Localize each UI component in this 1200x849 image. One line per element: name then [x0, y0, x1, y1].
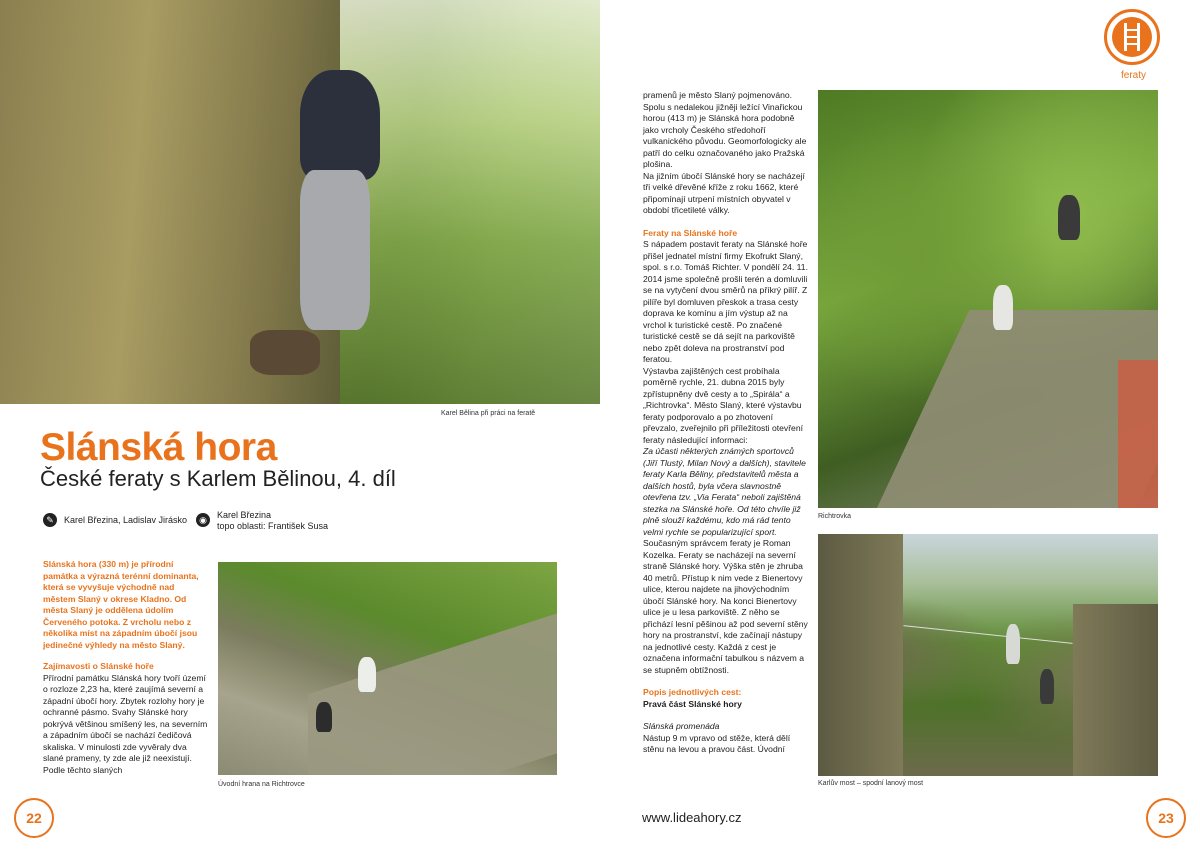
lead-paragraph: Slánská hora (330 m) je přírodní památka a výrazná terénní dominanta, která se vyvyšuje východně nad městem Slaný v okrese Kladno. Od města Slaný je oddělena údolím Červeného potoka. Z vrcholu nebo z několika míst na západním úbočí jsou jedinečné výhledy na město Slaný. [43, 559, 199, 650]
photo-credit-name: Karel Březina [217, 510, 272, 520]
pen-icon: ✎ [43, 513, 57, 527]
paragraph-3: S nápadem postavit feraty na Slánské hoře přišel jednatel místní firmy Ekofrukt Slaný, spol. s r.o. Tomáš Richter. V pondělí 24. 11. 2014 jsme společně prošli terén a domluvili se na vytyčení dvou směrů na příkrý pilíř. Z pilíře byl domluven přeskok a trasa cesty doprava ke komínu a jím výstup až na vrchol k turistické cestě. Po značené turistické cestě se dá sejít na parkoviště nebo zpět doleva na prostranství pod feratou. [643, 239, 808, 364]
paragraph-1: pramenů je město Slaný pojmenováno. Spolu s nedalekou jižněji ležící Vinařickou horou (413 m) je Slánská hora podobně jako vrcholy Českého středohoří vulkanického původu. Geomorfologicky ale patří do celku označovaného jako Pražská plošina. [643, 90, 807, 169]
small-photo-richtrovka [218, 562, 557, 775]
website-url[interactable]: www.lideahory.cz [642, 810, 742, 825]
heading-feraty: Feraty na Slánské hoře [643, 227, 738, 238]
small-photo-caption: Úvodní hrana na Richtrovce [218, 781, 305, 788]
paragraph-4: Výstavba zajištěných cest probíhala poměrně rychle, 21. dubna 2015 byly zpřístupněny dvě cesty a to „Spirála“ a „Richtrovka“. Město Slaný, které výstavbu feraty podporovalo a po zhotovení převzalo, zveřejnilo při příležitosti otevření feraty následující informaci: [643, 365, 804, 445]
author-credit: Karel Březina, Ladislav Jirásko [64, 515, 188, 525]
main-photo-climber [0, 0, 600, 404]
photo-credit [217, 510, 328, 532]
page-subtitle: České feraty s Karlem Bělinou, 4. díl [40, 466, 396, 491]
section-heading-zajimavosti: Zajímavosti o Slánské hoře [43, 661, 154, 671]
topo-credit: topo oblasti: František Susa [217, 521, 329, 531]
quote-paragraph: Za účasti některých známých sportovců (Jiří Tlustý, Milan Nový a dalších), stavitele feraty Karla Běliny, představitelů města a dalších hostů, byla včera slavnostně otevřena tzv. „Via Ferata“ neboli zajištěná stezka na Slánské hoře. Od této chvíle již plně slouží každému, kdo má rád tento velmi rychle se popularizující sport. [643, 446, 806, 537]
paragraph-2: Na jižním úbočí Slánské hory se nacházejí tři velké dřevěné kříže z roku 1662, které připomínají utrpení místních obyvatel v období třicetileté války. [643, 170, 805, 215]
page-number-left: 22 [14, 798, 54, 838]
photo-top-caption: Richtrovka [818, 513, 852, 520]
photo-bottom-caption: Karlův most – spodní lanový most [818, 780, 924, 787]
page-number-right: 23 [1146, 798, 1186, 838]
paragraph-5: Současným správcem feraty je Roman Kozelka. Feraty se nacházejí na severní straně Slánské hory. Výška stěn je zhruba 40 metrů. Přístup k nim vede z Bienertovy ulice, kterou najdete na jihovýchodním úbočí Slánské hory. Na konci Bienertovy ulice je u lesa parkoviště. Z něho se přichází lesní pěšinou až pod severní stěny hory na prostranství, kde začínají nástupy na jednotlivé cesty. Každá z cest je označena informační tabulkou s názvem a se stupněm obtížnosti. [643, 538, 808, 675]
photo-richtrovka-top [818, 90, 1158, 508]
ladder-icon [1104, 9, 1160, 65]
page-title: Slánská hora [40, 426, 277, 469]
section-label: feraty [1121, 70, 1147, 81]
right-text-column [643, 90, 808, 756]
route-name: Slánská promenáda [643, 721, 720, 731]
paragraph-6: Nástup 9 m vpravo od stěže, která dělí stěnu na levou a pravou část. Úvodní [643, 732, 791, 754]
heading-routes: Popis jednotlivých cest: [643, 687, 742, 697]
left-text-column [43, 559, 209, 776]
main-photo-caption: Karel Bělina při práci na feratě [441, 410, 536, 417]
heading-right-part: Pravá část Slánské hory [643, 698, 742, 709]
body-paragraph: Přírodní památku Slánská hory tvoří území o rozloze 2,23 ha, které zaujímá severní a západní úbočí hory. Zbytek rozlohy hory je ochranné pásmo. Svahy Slánské hory pokrývá většinou smíšený les, na severním a západním úbočí se nachází čedičová skaliska. V minulosti zde vyvěraly dva slané prameny, ty zde ale již neexistují. Podle těchto slaných [43, 672, 208, 775]
camera-icon: ◉ [196, 513, 210, 527]
photo-karluv-most [818, 534, 1158, 776]
